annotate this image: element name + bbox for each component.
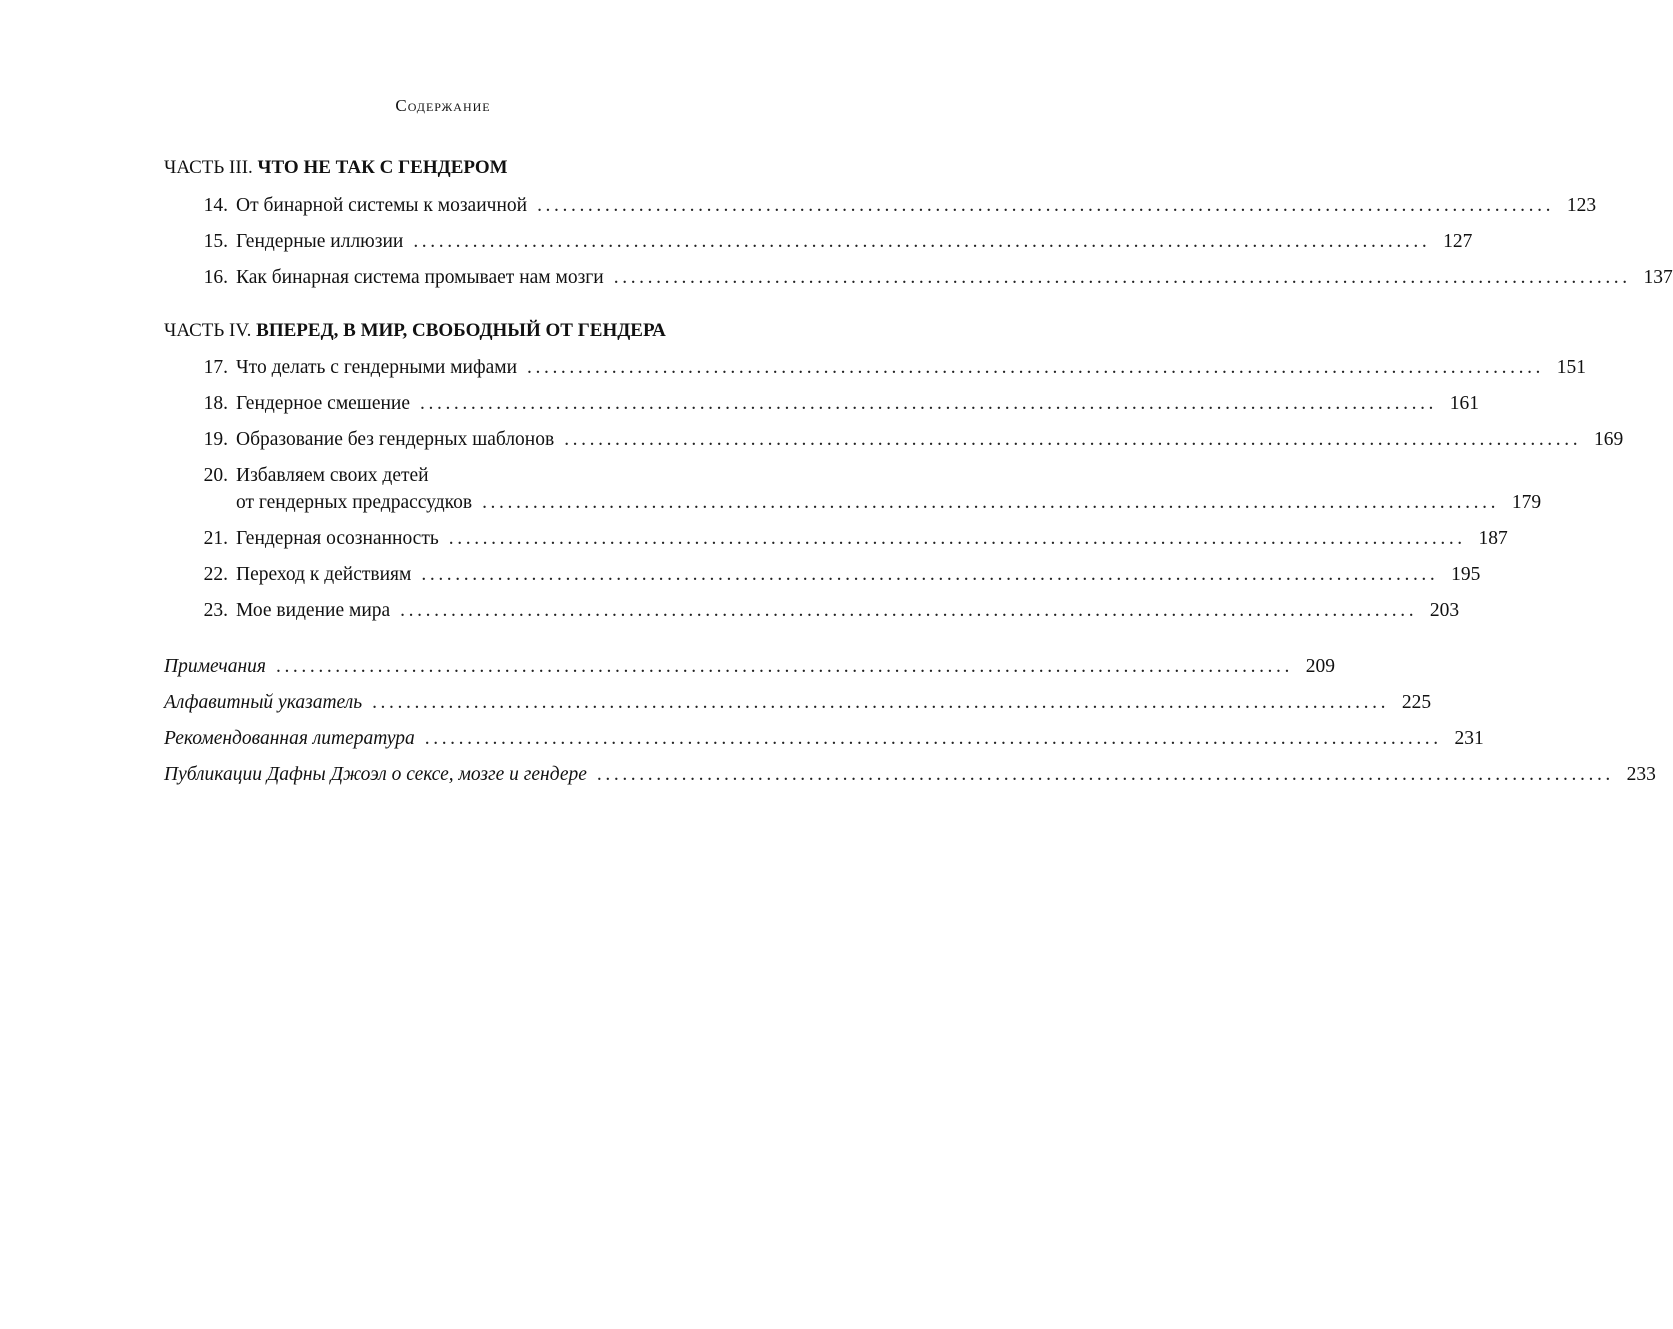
part-heading-4 [164,320,666,342]
toc-entry-17[interactable] [164,356,1587,380]
dot-leader: ........................................................................................................................ [564,429,1582,450]
toc-entry-21[interactable] [164,527,1508,551]
chapter-title: От бинарной системы к мозаичной [236,195,528,216]
page-number: 169 [1593,429,1624,450]
toc-entry-20[interactable] [164,491,1542,515]
chapter-number: 23. [203,600,228,621]
dot-leader: ........................................................................................................................ [482,492,1500,513]
page-number: 231 [1454,728,1484,749]
dot-leader: ........................................................................................................................ [421,564,1439,585]
chapter-number: 14. [203,195,228,216]
page-number: 187 [1478,528,1508,549]
page-number: 123 [1566,195,1597,216]
page-number: 161 [1449,393,1480,414]
page-number: 127 [1443,231,1473,252]
entry-title: Примечания [164,656,266,677]
dot-leader: ........................................................................................................................ [420,393,1438,414]
page-number: 225 [1401,692,1432,713]
dot-leader: ........................................................................................................................ [527,357,1545,378]
chapter-title: Гендерная осознанность [236,528,439,549]
page-number: 203 [1429,600,1460,621]
page-number: 233 [1626,764,1656,785]
toc-entry-15[interactable] [164,230,1473,254]
page-number: 209 [1305,656,1335,677]
entry-title: Рекомендованная литература [164,728,415,749]
chapter-number: 19. [203,429,228,450]
toc-entry-publications[interactable] [164,763,1656,787]
dot-leader: ........................................................................................................................ [400,600,1418,621]
dot-leader: ........................................................................................................................ [413,231,1431,252]
page-number: 195 [1451,564,1481,585]
toc-entry-19[interactable] [164,428,1624,452]
running-head: Содержание [395,96,491,115]
chapter-number: 15. [203,231,228,252]
part-label: ЧАСТЬ IV. [164,320,252,341]
dot-leader: ........................................................................................................................ [424,728,1442,749]
chapter-title: Как бинарная система промывает нам мозги [236,267,604,288]
chapter-title: от гендерных предрассудков [236,492,473,513]
part-heading-3 [164,157,508,179]
chapter-title: Гендерное смешение [236,393,411,414]
page-number: 179 [1511,492,1542,513]
dot-leader: ........................................................................................................................ [448,528,1466,549]
toc-entry-index[interactable] [164,691,1432,715]
chapter-title-line1[interactable]: Избавляем своих детей [236,465,429,486]
toc-entry-reading[interactable] [164,727,1484,751]
page-number: 137 [1643,267,1673,288]
entry-title: Алфавитный указатель [164,692,363,713]
toc-entry-notes[interactable] [164,655,1335,679]
toc-entry-16[interactable] [164,266,1673,290]
chapter-number: 18. [203,393,228,414]
chapter-title: Что делать с гендерными мифами [236,357,518,378]
entry-title: Публикации Дафны Джоэл о сексе, мозге и гендере [164,764,587,785]
chapter-title: Мое видение мира [236,600,391,621]
dot-leader: ........................................................................................................................ [596,764,1614,785]
chapter-title: Образование без гендерных шаблонов [236,429,555,450]
dot-leader: ........................................................................................................................ [613,267,1631,288]
toc-entry-23[interactable] [164,599,1460,623]
chapter-number: 16. [203,267,228,288]
page-number: 151 [1556,357,1587,378]
dot-leader: ........................................................................................................................ [372,692,1390,713]
chapter-number: 17. [203,357,228,378]
toc-entry-22[interactable] [164,563,1481,587]
toc-entry-14[interactable] [164,194,1597,218]
chapter-number: 21. [203,528,228,549]
chapter-title: Переход к действиям [236,564,412,585]
toc-entry-18[interactable] [164,392,1480,416]
part-title: ВПЕРЕД, В МИР, СВОБОДНЫЙ ОТ ГЕНДЕРА [256,320,666,341]
part-title: ЧТО НЕ ТАК С ГЕНДЕРОМ [257,157,508,178]
chapter-title: Гендерные иллюзии [236,231,404,252]
chapter-number: 20. [203,465,228,486]
part-label: ЧАСТЬ III. [164,157,253,178]
chapter-number: 22. [203,564,228,585]
dot-leader: ........................................................................................................................ [275,656,1293,677]
dot-leader: ........................................................................................................................ [537,195,1555,216]
